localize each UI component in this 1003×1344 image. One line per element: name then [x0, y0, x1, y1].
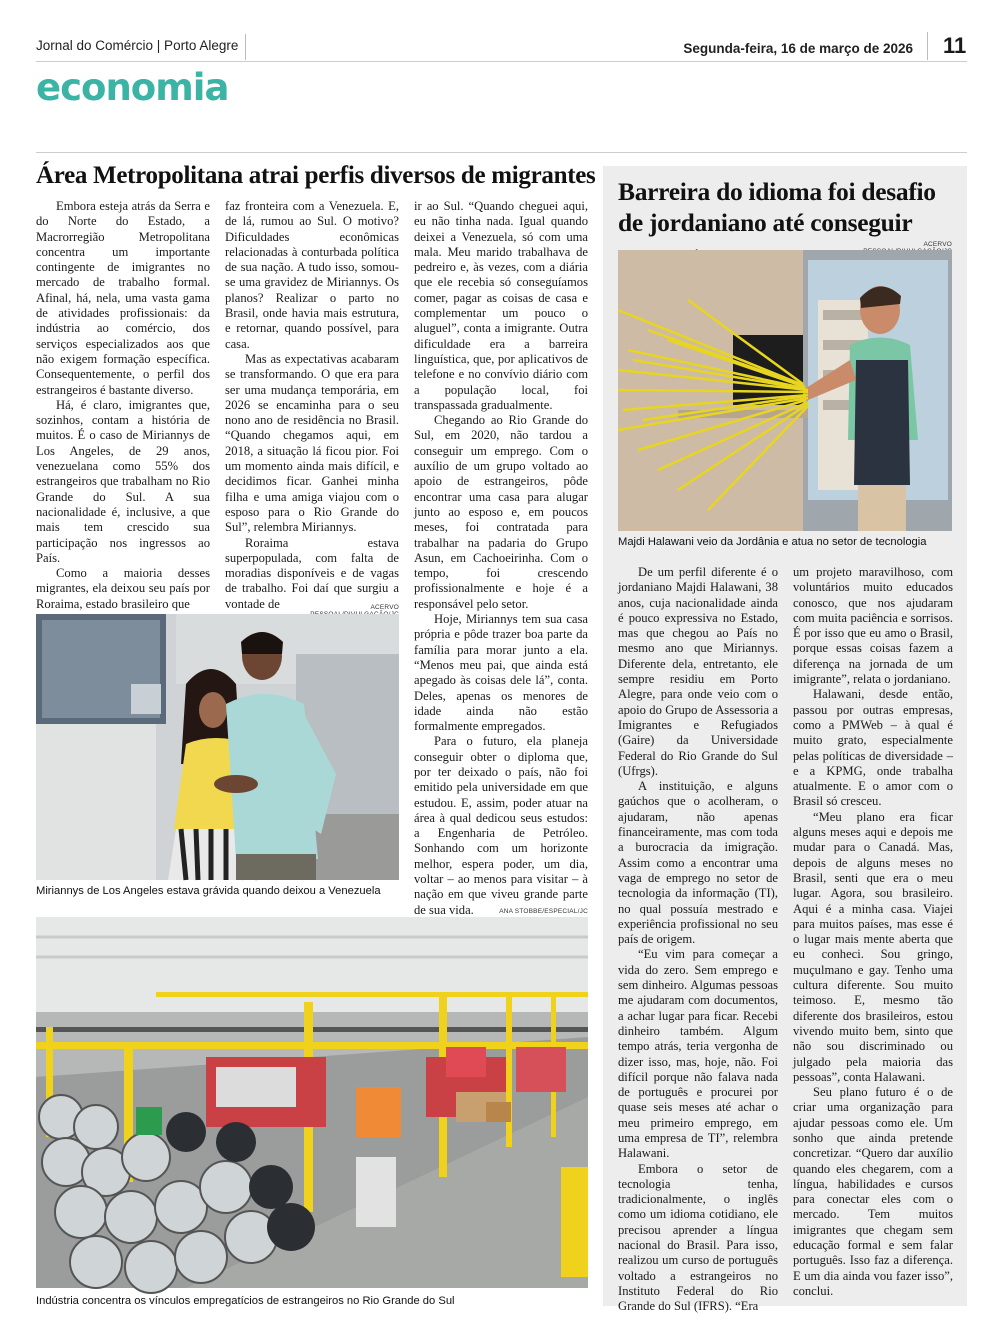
- header-divider-left: [245, 34, 246, 60]
- sidebar-col2-paragraph: Seu plano futuro é o de criar uma organização para ajudar pessoas como ele. Um sonho que ainda pretende concretizar. “Quero dar auxílio quando eles chegarem, com a língua, habilidades e cursos para conectar eles com o mercado. Tem muitos imigrantes que chegam sem educação formal e sem falar português. Isso faz a diferença. E um dia ainda vou fazer isso”, conclui.: [793, 1085, 953, 1298]
- couple-photo-illustration: [36, 614, 399, 880]
- factory-photo: [36, 917, 588, 1288]
- main-col2-paragraph: Roraima estava superpopulada, com falta de moradias disponíveis e de vagas de trabalho. Foi daí que surgiu a vontade de: [225, 535, 399, 611]
- section-rule: [36, 152, 967, 153]
- sidebar-headline: Barreira do idioma foi desafio de jordaniano até conseguir: [618, 177, 936, 237]
- couple-photo: [36, 614, 399, 880]
- sidebar-col1-paragraph: De um perfil diferente é o jordaniano Majdi Halawani, 38 anos, cuja nacionalidade ainda é pouco expressiva no Estado, mas que chegou ao País no mesmo ano que Miriannys. Diferente dela, entretanto, ele sempre residiu em Porto Alegre, para onde veio com o apoio do Grupo de Assessoria a Imigrantes e Refugiados (Gaire) da Universidade Federal do Rio Grande do Sul (Ufrgs).: [618, 565, 778, 778]
- tech-worker-photo: [618, 250, 952, 531]
- main-col3-paragraph: Para o futuro, ela planeja conseguir obter o diploma que, por ter deixado o país, não foi emitido pela universidade em que estudou. E, assim, poder atuar na área à qual dedicou seus estudos: a Engenharia de Petróleo. Sonhando com um horizonte melhor, espera poder, um dia, voltar – ao menos para visitar – à nação em que viveu grande parte de sua vida.: [414, 734, 588, 917]
- issue-date: Segunda-feira, 16 de março de 2026: [683, 41, 913, 56]
- main-col3-paragraph: Hoje, Miriannys tem sua casa própria e pôde trazer boa parte da família para morar junto a ela. “Menos meu pai, que ainda está apegado às coisas dele lá”, conta. Deles, apenas os menores de idade ainda não estão formalmente empregados.: [414, 612, 588, 734]
- sidebar-column-2: [793, 565, 953, 1300]
- photo1-caption: Miriannys de Los Angeles estava grávida quando deixou a Venezuela: [36, 885, 381, 897]
- page-number: 11: [943, 33, 967, 58]
- main-col1-paragraph: Como a maioria desses migrantes, ela deixou seu país por Roraima, estado brasileiro que: [36, 566, 210, 611]
- photo1-credit: ACERVO: [370, 604, 399, 611]
- sidebar-col2-paragraph: um projeto maravilhoso, com voluntários muito educados conosco, que nos ajudaram com muita paciência e sorrisos. É por isso que eu amo o Brasil, porque essas coisas fazem a diferença na jornada de um imigrante”, relata o jordaniano.: [793, 565, 953, 687]
- main-col1-paragraph: Há, é claro, imigrantes que, sozinhos, contam a história de muitos. É o caso de Miriannys de Los Angeles, de 29 anos, venezuelana como 55% dos estrangeiros que trabalham no Rio Grande do Sul. A sua nacionalidade é, inclusive, a que mais tem crescido sua participação nos ingressos ao País.: [36, 397, 210, 565]
- header-rule: [36, 61, 967, 62]
- section-title: economia: [36, 66, 229, 109]
- sidebar-col2-paragraph: “Meu plano era ficar alguns meses aqui e depois me mudar para o Canadá. Mas, depois de alguns meses no Brasil, senti que era o meu lugar. Agora, sou brasileiro. Aqui é a minha casa. Viajei para muitos países, mas esse é o lugar mais mente aberta que eu conheci. Sou gringo, muçulmano e gay. Tenho uma cultura diferente. Sou muito teimoso. E, mesmo tão diferente dos brasileiros, estou vivendo muito bem, sinto que não sou discriminado ou julgado pela maioria das pessoas”, conta Halawani.: [793, 809, 953, 1084]
- tech-worker-photo-illustration: [618, 250, 952, 531]
- main-col2-paragraph: Mas as expectativas acabaram se transformando. O que era para ser uma mudança temporária, em 2026 se encaminha para o seu nono ano de residência no Brasil. “Quando chegamos aqui, em 2018, a situação lá ficou pior. Foi um momento ainda mais difícil, e decidimos ficar. Ganhei minha filha e uma amiga viajou com o esposo para o Rio Grande do Sul”, relembra Miriannys.: [225, 351, 399, 535]
- main-col1-paragraph: Embora esteja atrás da Serra e do Norte do Estado, a Macrorregião Metropolitana concentra um importante contingente de imigrantes no mercado de trabalho formal. Afinal, há, nela, uma vasta gama de atividades profissionais: da indústria ao comércio, dos serviços especializados aos que não exigem formação específica. Consequentemente, o perfil dos estrangeiros é bastante diverso.: [36, 199, 210, 397]
- main-col3-paragraph: ir ao Sul. “Quando cheguei aqui, eu não tinha nada. Igual quando deixei a Venezuela, só com uma mala. Meu marido trabalhava de pedreiro e, às vezes, com a diária que ele recebia só conseguíamos comer, pagar as coisas de casa e complementar um pouco o aluguel”, conta a imigrante. Outra dificuldade era a barreira linguística, que, por aplicativos de telefone e no convívio diário com a população local, foi transpassada gradualmente.: [414, 199, 588, 412]
- main-column-1: [36, 199, 210, 611]
- main-col2-paragraph: faz fronteira com a Venezuela. E, de lá, rumou ao Sul. O motivo? Dificuldades econômicas relacionadas à conturbada política de sua nação. A tudo isso, somou-se uma gravidez de Miriannys. Os planos? Realizar o parto no Brasil, onde havia mais estrutura, e retornar, quando possível, para casa.: [225, 199, 399, 351]
- sidebar-photo-credit: ACERVO: [923, 241, 952, 248]
- photo2-credit: ANA STOBBE/ESPECIAL/JC: [499, 908, 588, 915]
- publication-name: Jornal do Comércio | Porto Alegre: [36, 38, 239, 53]
- photo2-caption: Indústria concentra os vínculos empregatícios de estrangeiros no Rio Grande do Sul: [36, 1295, 455, 1307]
- sidebar-photo-caption: Majdi Halawani veio da Jordânia e atua no setor de tecnologia: [618, 536, 927, 548]
- factory-photo-illustration: [36, 917, 588, 1288]
- main-col3-paragraph: Chegando ao Rio Grande do Sul, em 2020, não tardou a conseguir um emprego. Com o auxílio de um grupo voltado ao apoio de estrangeiros, pôde encontrar uma casa para alugar junto ao esposo e, em poucos meses, foi contratada para trabalhar na padaria do Grupo Asun, em Cachoeirinha. Com o tempo, foi crescendo profissionalmente e hoje é a responsável pelo setor.: [414, 413, 588, 611]
- sidebar-col2-paragraph: Halawani, desde então, passou por outras empresas, como a PMWeb – à qual é muito grato, especialmente pelas políticas de diversidade – e a KPMG, onde trabalha atualmente. E o amor com o Brasil só cresceu.: [793, 687, 953, 809]
- sidebar-col1-paragraph: A instituição, e alguns gaúchos que o acolheram, o ajudaram, não apenas financeiramente, mas com toda a burocracia da imigração. Assim como a encontrar uma vaga de emprego no setor de tecnologia da informação (TI), no qual possuía mestrado e experiência profissional no seu país de origem.: [618, 779, 778, 947]
- sidebar-column-1: [618, 565, 778, 1314]
- main-headline: Área Metropolitana atrai perfis diversos de migrantes: [36, 162, 596, 189]
- header-divider-right: [927, 32, 928, 60]
- sidebar-col1-paragraph: “Eu vim para começar a vida do zero. Sem emprego e sem dinheiro. Algumas pessoas me ajudaram com documentos, a achar lugar para ficar. Recebi dinheiro também. Algum tempo atrás, teria vergonha de dizer isso, mas, hoje, não. Foi difícil porque não falava nada de português e procurei por quase seis meses até achar o meu primeiro emprego, em uma empresa de TI”, relembra Halawani.: [618, 947, 778, 1161]
- sidebar-col1-paragraph: Embora o setor de tecnologia tenha, tradicionalmente, o inglês como um idioma cotidiano, ele precisou aprender a língua nacional do Brasil. Para isso, realizou um curso de português voltado a estrangeiros no Instituto Federal do Rio Grande do Sul (IFRS). “Era: [618, 1161, 778, 1314]
